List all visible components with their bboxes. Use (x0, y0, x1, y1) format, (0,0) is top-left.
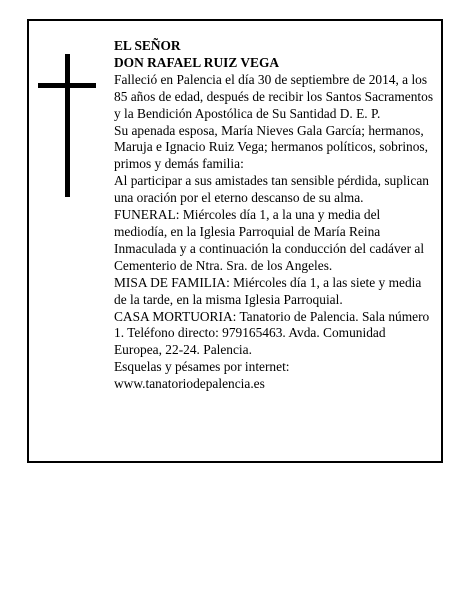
deceased-name: DON RAFAEL RUIZ VEGA (114, 54, 280, 70)
family-mass-info: MISA DE FAMILIA: Miércoles día 1, a las siete y media de la tarde, en la misma Iglesia Parroquial. (114, 274, 422, 307)
prayer-request: Al participar a sus amistades tan sensible pérdida, suplican una oración por el eterno descanso de su alma. (114, 173, 429, 206)
funeral-info: FUNERAL: Miércoles día 1, a la una y media del mediodía, en la Iglesia Parroquial de María Reina Inmaculada y a continuación la conducción del cadáver al Cementerio de Ntra. Sra. de los Angeles. (114, 207, 425, 273)
internet-condolences: Esquelas y pésames por internet: www.tanatoriodepalencia.es (114, 359, 290, 392)
title-line-1: EL SEÑOR (114, 38, 181, 53)
funeral-home-info: CASA MORTUORIA: Tanatorio de Palencia. Sala número 1. Teléfono directo: 979165463. Avda. Comunidad Europea, 22-24. Palencia. (114, 308, 430, 358)
family-list: Su apenada esposa, María Nieves Gala García; hermanos, Maruja e Ignacio Ruiz Vega; hermanos políticos, sobrinos, primos y demás familia: (114, 122, 428, 172)
death-announcement: Falleció en Palencia el día 30 de septiembre de 2014, a los 85 años de edad, después de recibir los Santos Sacramentos y la Bendición Apostólica de Su Santidad D. E. P. (114, 71, 434, 121)
cross-icon-bar (38, 83, 96, 88)
obituary-text (114, 38, 434, 393)
cross-icon (65, 54, 70, 197)
